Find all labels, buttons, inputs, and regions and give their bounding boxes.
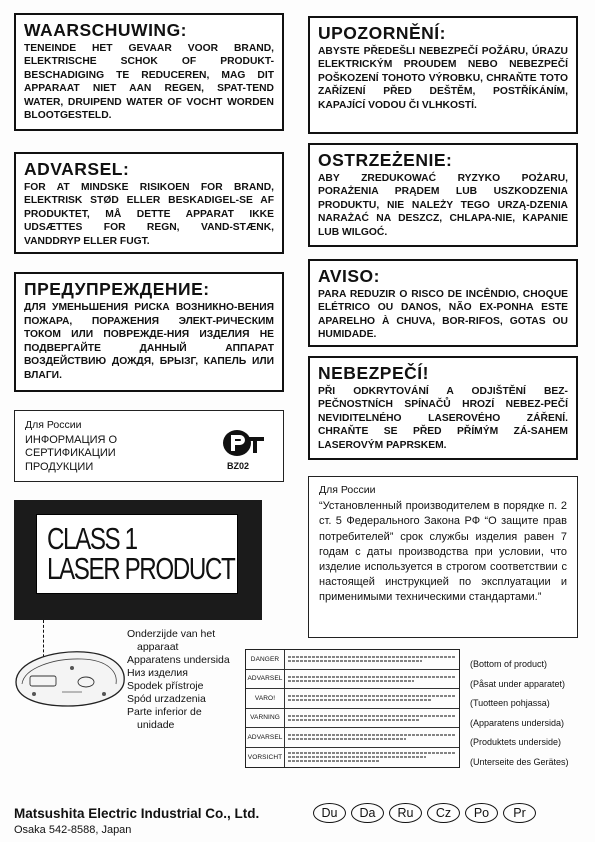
table-row [246, 709, 459, 729]
caption-line: Низ изделия [127, 667, 188, 679]
label-fine-print [285, 733, 459, 741]
label-key: VORSICHT [246, 748, 285, 768]
label-key: VARO! [246, 689, 285, 708]
warning-text: ДЛЯ УМЕНЬШЕНИЯ РИСКА ВОЗНИКНО-ВЕНИЯ ПОЖАРА, ПОРАЖЕНИЯ ЭЛЕКТ-РИЧЕСКИМ ТОКОМ ИЛИ ПОВРЕЖДЕ-НИЯ ИЗДЕЛИЯ НЕ ПОДВЕРГАЙТЕ ДАННЫЙ АППАРАТ ВОЗДЕЙСТВИЮ ДОЖДЯ, БРЫЗГ, КАПЕЛЬ ИЛИ ВЛАГИ. [24, 302, 274, 381]
label-fine-print [285, 655, 459, 663]
russia-service-life-note [308, 476, 578, 638]
language-code-badge: Cz [427, 803, 460, 823]
language-code-badge: Du [313, 803, 346, 823]
language-code-badge: Da [351, 803, 384, 823]
certification-heading: Для России [25, 419, 82, 431]
table-row [246, 689, 459, 709]
warning-text: FOR AT MINDSKE RISIKOEN FOR BRAND, ELEKTRISK STØD ELLER BESKADIGEL-SE AF PRODUKTET, MÅ DETTE APPARAT IKKE UDSÆTTES FOR REGN, VAND-STÆNK, VANDDRYP ELLER FUGT. [24, 182, 274, 247]
caption-line: Parte inferior de [127, 706, 202, 718]
language-code-badge: Pr [503, 803, 536, 823]
company-name: Matsushita Electric Industrial Co., Ltd. [14, 806, 260, 821]
label-fine-print [285, 694, 459, 702]
label-fine-print [285, 751, 459, 763]
location-item: (Bottom of product) [470, 659, 548, 669]
laser-warning-label-table [245, 649, 460, 768]
certification-code: BZ02 [227, 461, 250, 471]
caption-line: unidade [137, 719, 175, 731]
label-fine-print [285, 675, 459, 683]
caption-line: apparaat [137, 641, 179, 653]
caption-line: Onderzijde van het [127, 628, 216, 640]
company-address: Osaka 542-8588, Japan [14, 824, 132, 836]
table-row [246, 748, 459, 768]
warning-title: UPOZORNĚNÍ: [318, 23, 446, 43]
warning-text: PARA REDUZIR O RISCO DE INCÊNDIO, CHOQUE ELÉTRICO OU DANOS, NÃO EX-PONHA ESTE APARELHO À CHUVA, BOR-RIFOS, GOTAS OU HUMIDADE. [318, 289, 568, 341]
warning-text: ABYSTE PŘEDEŠLI NEBEZPEČÍ POŽÁRU, ÚRAZU ELEKTRICKÝM PROUDEM NEBO NEBEZPEČÍ POŠKOZENÍ TOHOTO VÝROBKU, CHRAŇTE TOTO ZAŘÍZENÍ PŘED DEŠTĚM, POSTŘÍKÁNÍM, KAPAJÍCÍ VODOU ČI VLHKOSTÍ. [318, 46, 568, 111]
warning-title: WAARSCHUWING: [24, 20, 188, 40]
warning-title: OSTRZEŻENIE: [318, 150, 453, 170]
rst-certification-mark-icon [221, 427, 267, 459]
cd-player-underside-icon [12, 620, 130, 710]
location-item: (Påsat under apparatet) [470, 678, 566, 689]
language-code-badge: Po [465, 803, 498, 823]
certification-line: СЕРТИФИКАЦИИ [25, 447, 116, 459]
table-row [246, 650, 459, 670]
location-item: (Apparatens undersida) [470, 717, 565, 728]
certification-line: ИНФОРМАЦИЯ О [25, 433, 118, 446]
label-key: VARNING [246, 709, 285, 728]
location-item: (Tuotteen pohjassa) [470, 698, 550, 709]
language-codes [313, 803, 536, 823]
warning-title: AVISO: [318, 266, 380, 286]
warning-text: PŘI ODKRYTOVÁNÍ A ODJIŠTĚNÍ BEZ-PEČNOSTNÍCH SPÍNAČŮ HROZÍ NEBEZ-PEČÍ NEVIDITELNÉHO LASEROVÉHO ZÁŘENÍ. CHRAŇTE SE PŘED PŘÍMÝM ZÁ-SAHEM LASEROVÝM PAPRSKEM. [318, 386, 568, 451]
certification-line: ПРОДУКЦИИ [25, 460, 94, 473]
location-item: (Produktets underside) [470, 737, 562, 748]
language-code-badge: Ru [389, 803, 422, 823]
caption-line: Spód urzadzenia [127, 693, 206, 705]
laser-product-text: LASER PRODUCT [47, 551, 235, 586]
warning-box-czech [308, 16, 578, 134]
warning-box-portuguese [308, 259, 578, 347]
warning-box-polish [308, 143, 578, 247]
note-heading: Для России [319, 484, 376, 496]
table-row [246, 728, 459, 748]
label-key: ADVARSEL [246, 728, 285, 747]
laser-warning-box-czech [308, 356, 578, 460]
bottom-of-product-captions [127, 628, 230, 732]
caption-line: Spodek přístroje [127, 680, 204, 692]
label-key: DANGER [246, 650, 285, 669]
laser-label-panel [36, 514, 238, 594]
warning-title: ПРЕДУПРЕЖДЕНИЕ: [24, 279, 210, 299]
warning-text: TENEINDE HET GEVAAR VOOR BRAND, ELEKTRISCHE SCHOK OF PRODUKT-BESCHADIGING TE REDUCEREN, MAG DIT APPARAAT NIET AAN REGEN, SPAT-TEND WATER, DRUIPEND WATER OF VOCHT WORDEN BLOOTGESTELD. [24, 43, 274, 122]
warning-box-dutch [14, 13, 284, 131]
location-item: (Unterseite des Gerätes) [470, 756, 569, 767]
note-text: “Установленный производителем в порядке п. 2 ст. 5 Федерального Закона РФ “О защите прав потребителей” срок службы изделия равен 7 годам с даты производства при условии, что изделие используется в строгом соответствии с настоящей инструкцией по эксплуатации и применимыми техническими стандартами.” [319, 500, 567, 604]
table-row [246, 670, 459, 690]
warning-box-danish [14, 152, 284, 254]
warning-title: ADVARSEL: [24, 159, 130, 179]
laser-product-label [14, 500, 262, 620]
label-location-list [470, 655, 569, 773]
label-fine-print [285, 714, 459, 722]
caption-line: Apparatens undersida [127, 654, 230, 666]
label-key: ADVARSEL [246, 670, 285, 689]
laser-class: CLASS 1 [47, 521, 137, 556]
warning-title: NEBEZPEČÍ! [318, 363, 429, 383]
warning-text: ABY ZREDUKOWAĆ RYZYKO POŻARU, PORAŻENIA PRĄDEM LUB USZKODZENIA PRODUKTU, NIE NALEŻY TEGO URZĄ-DZENIA NARAŻAĆ NA DESZCZ, CHLAPA-NIE, KAPANIE LUB WILGOĆ. [318, 173, 568, 238]
warning-box-russian [14, 272, 284, 392]
